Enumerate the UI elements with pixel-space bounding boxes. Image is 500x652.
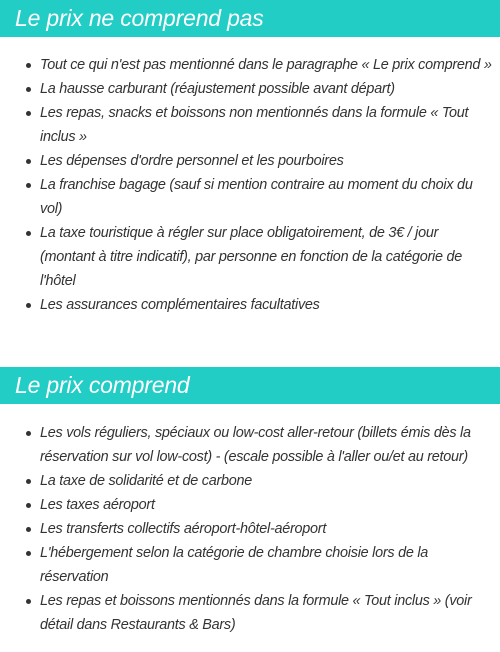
bullet-icon [26, 231, 31, 236]
list-item [0, 493, 500, 517]
included-items-list [0, 421, 500, 637]
list-item [0, 77, 500, 101]
bullet-icon [26, 551, 31, 556]
list-item-text: La taxe de solidarité et de carbone [40, 473, 253, 489]
list-item [0, 589, 500, 637]
list-item [0, 173, 500, 221]
bullet-icon [26, 63, 31, 68]
section-price-includes [0, 367, 500, 637]
list-item [0, 221, 500, 293]
list-item [0, 421, 500, 469]
section-price-excludes [0, 0, 500, 317]
list-item [0, 517, 500, 541]
list-item [0, 149, 500, 173]
list-item-text: Les assurances complémentaires facultatives [40, 297, 320, 313]
section-header [0, 367, 500, 404]
list-item [0, 293, 500, 317]
list-item-text: Les repas, snacks et boissons non mentionnés dans la formule « Tout inclus » [40, 105, 469, 145]
list-item [0, 541, 500, 589]
list-item-text: Les vols réguliers, spéciaux ou low-cost aller-retour (billets émis dès la réservation sur vol low-cost) - (escale possible à l'aller ou/et au retour) [40, 425, 471, 465]
list-item-text: Les repas et boissons mentionnés dans la formule « Tout inclus » (voir détail dans Restaurants & Bars) [40, 593, 472, 633]
list-item-text: La hausse carburant (réajustement possible avant départ) [40, 81, 395, 97]
bullet-icon [26, 303, 31, 308]
bullet-icon [26, 431, 31, 436]
list-item [0, 469, 500, 493]
section-title: Le prix comprend [15, 372, 190, 398]
bullet-icon [26, 527, 31, 532]
bullet-icon [26, 599, 31, 604]
excluded-items-list [0, 53, 500, 317]
list-item-text: Les transferts collectifs aéroport-hôtel-aéroport [40, 521, 327, 537]
list-item [0, 101, 500, 149]
section-title: Le prix ne comprend pas [15, 5, 264, 31]
list-item-text: L'hébergement selon la catégorie de chambre choisie lors de la réservation [40, 545, 429, 585]
list-item-text: Les dépenses d'ordre personnel et les pourboires [40, 153, 344, 169]
list-item-text: La franchise bagage (sauf si mention contraire au moment du choix du vol) [40, 177, 473, 217]
bullet-icon [26, 503, 31, 508]
list-item [0, 53, 500, 77]
list-item-text: Les taxes aéroport [40, 497, 155, 513]
list-item-text: Tout ce qui n'est pas mentionné dans le paragraphe « Le prix comprend » [40, 57, 492, 73]
bullet-icon [26, 87, 31, 92]
bullet-icon [26, 183, 31, 188]
section-header [0, 0, 500, 37]
bullet-icon [26, 479, 31, 484]
bullet-icon [26, 159, 31, 164]
list-item-text: La taxe touristique à régler sur place obligatoirement, de 3€ / jour (montant à titre indicatif), par personne en fonction de la catégorie de l'hôtel [40, 225, 462, 289]
bullet-icon [26, 111, 31, 116]
